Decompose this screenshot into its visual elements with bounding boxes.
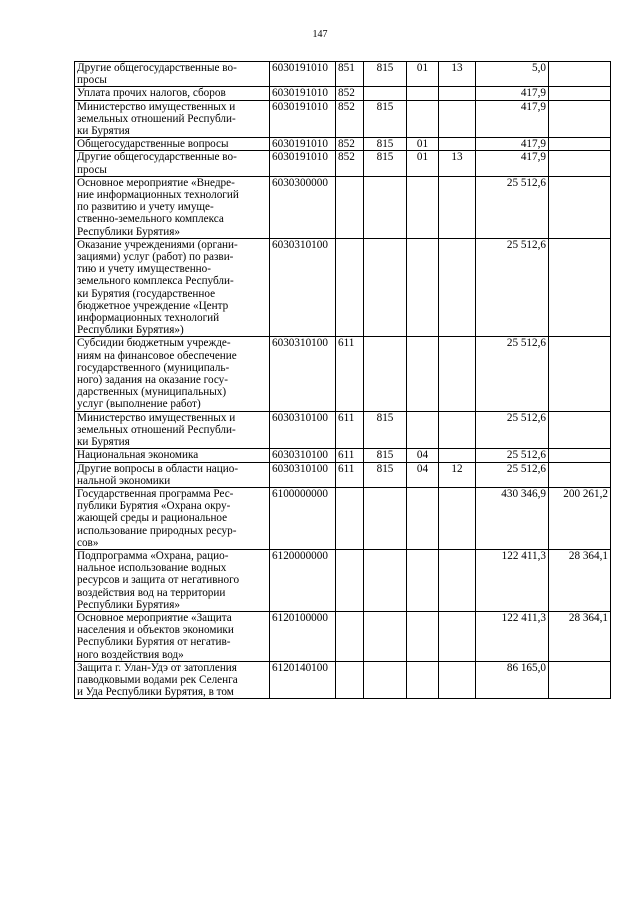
- ministry-code-cell: 815: [364, 411, 407, 449]
- ministry-code-cell: [364, 549, 407, 611]
- expense-type-cell: [336, 661, 364, 699]
- target-article-cell: 6030310100: [270, 462, 336, 487]
- row-name-cell: Уплата прочих налогов, сборов: [75, 87, 270, 100]
- expense-type-cell: 852: [336, 151, 364, 176]
- ministry-code-cell: [364, 176, 407, 238]
- amount-cell: 417,9: [476, 151, 549, 176]
- amount-cell: 430 346,9: [476, 487, 549, 549]
- target-article-cell: 6030310100: [270, 337, 336, 411]
- amount-federal-cell: [549, 87, 611, 100]
- subsection-cell: [439, 411, 476, 449]
- budget-table: [74, 61, 611, 699]
- table-row: [75, 449, 611, 462]
- ministry-code-cell: 815: [364, 449, 407, 462]
- amount-cell: 25 512,6: [476, 411, 549, 449]
- target-article-cell: 6030191010: [270, 151, 336, 176]
- ministry-code-cell: 815: [364, 151, 407, 176]
- page-number: 147: [312, 29, 328, 40]
- expense-type-cell: [336, 549, 364, 611]
- row-name-cell: Общегосударственные вопросы: [75, 138, 270, 151]
- section-cell: 01: [407, 62, 439, 87]
- row-name-cell: Государственная программа Рес- публики Бурятия «Охрана окру- жающей среды и рациональное использование природных ресур- сов»: [75, 487, 270, 549]
- target-article-cell: 6030191010: [270, 62, 336, 87]
- ministry-code-cell: [364, 337, 407, 411]
- expense-type-cell: 852: [336, 138, 364, 151]
- subsection-cell: [439, 449, 476, 462]
- row-name-cell: Защита г. Улан-Удэ от затопления паводковыми водами рек Селенга и Уда Республики Бурятия, в том: [75, 661, 270, 699]
- subsection-cell: [439, 611, 476, 661]
- expense-type-cell: [336, 176, 364, 238]
- amount-federal-cell: [549, 151, 611, 176]
- expense-type-cell: 611: [336, 449, 364, 462]
- amount-cell: 122 411,3: [476, 611, 549, 661]
- expense-type-cell: [336, 611, 364, 661]
- amount-federal-cell: [549, 661, 611, 699]
- section-cell: [407, 487, 439, 549]
- amount-federal-cell: 200 261,2: [549, 487, 611, 549]
- target-article-cell: 6030191010: [270, 138, 336, 151]
- table-row: [75, 87, 611, 100]
- subsection-cell: 13: [439, 62, 476, 87]
- ministry-code-cell: [364, 238, 407, 337]
- amount-cell: 417,9: [476, 138, 549, 151]
- expense-type-cell: 611: [336, 462, 364, 487]
- row-name-cell: Другие общегосударственные во- просы: [75, 151, 270, 176]
- target-article-cell: 6120140100: [270, 661, 336, 699]
- target-article-cell: 6030310100: [270, 411, 336, 449]
- section-cell: [407, 238, 439, 337]
- section-cell: 01: [407, 138, 439, 151]
- ministry-code-cell: [364, 87, 407, 100]
- ministry-code-cell: 815: [364, 62, 407, 87]
- target-article-cell: 6030191010: [270, 100, 336, 138]
- table-row: [75, 487, 611, 549]
- amount-federal-cell: [549, 176, 611, 238]
- amount-federal-cell: [549, 238, 611, 337]
- amount-cell: 5,0: [476, 62, 549, 87]
- ministry-code-cell: [364, 661, 407, 699]
- target-article-cell: 6030191010: [270, 87, 336, 100]
- subsection-cell: [439, 87, 476, 100]
- table-row: [75, 138, 611, 151]
- section-cell: [407, 661, 439, 699]
- ministry-code-cell: 815: [364, 100, 407, 138]
- amount-federal-cell: 28 364,1: [549, 549, 611, 611]
- ministry-code-cell: 815: [364, 138, 407, 151]
- amount-federal-cell: [549, 100, 611, 138]
- amount-federal-cell: [549, 462, 611, 487]
- amount-cell: 86 165,0: [476, 661, 549, 699]
- target-article-cell: 6120000000: [270, 549, 336, 611]
- expense-type-cell: 851: [336, 62, 364, 87]
- section-cell: [407, 100, 439, 138]
- amount-cell: 25 512,6: [476, 238, 549, 337]
- target-article-cell: 6100000000: [270, 487, 336, 549]
- table-row: [75, 462, 611, 487]
- row-name-cell: Другие вопросы в области нацио- нальной экономики: [75, 462, 270, 487]
- row-name-cell: Основное мероприятие «Защита населения и объектов экономики Республики Бурятия от негатив- ного воздействия вод»: [75, 611, 270, 661]
- ministry-code-cell: [364, 487, 407, 549]
- amount-federal-cell: [549, 62, 611, 87]
- amount-cell: 417,9: [476, 87, 549, 100]
- section-cell: 04: [407, 449, 439, 462]
- target-article-cell: 6030300000: [270, 176, 336, 238]
- amount-federal-cell: [549, 449, 611, 462]
- target-article-cell: 6120100000: [270, 611, 336, 661]
- subsection-cell: [439, 487, 476, 549]
- subsection-cell: [439, 337, 476, 411]
- ministry-code-cell: 815: [364, 462, 407, 487]
- table-row: [75, 337, 611, 411]
- section-cell: 04: [407, 462, 439, 487]
- subsection-cell: [439, 661, 476, 699]
- section-cell: [407, 176, 439, 238]
- subsection-cell: [439, 176, 476, 238]
- subsection-cell: [439, 238, 476, 337]
- row-name-cell: Оказание учреждениями (органи- зациями) услуг (работ) по разви- тию и учету имущественно- земельного комплекса Республи- ки Бурятия (государственное бюджетное учреждение «Центр информационных технологий Республики Бурятия»): [75, 238, 270, 337]
- subsection-cell: [439, 549, 476, 611]
- row-name-cell: Другие общегосударственные во- просы: [75, 62, 270, 87]
- amount-federal-cell: 28 364,1: [549, 611, 611, 661]
- subsection-cell: 13: [439, 151, 476, 176]
- section-cell: [407, 337, 439, 411]
- table-row: [75, 62, 611, 87]
- amount-federal-cell: [549, 411, 611, 449]
- section-cell: 01: [407, 151, 439, 176]
- table-row: [75, 549, 611, 611]
- table-row: [75, 411, 611, 449]
- expense-type-cell: 852: [336, 87, 364, 100]
- amount-cell: 25 512,6: [476, 449, 549, 462]
- amount-cell: 122 411,3: [476, 549, 549, 611]
- section-cell: [407, 411, 439, 449]
- row-name-cell: Министерство имущественных и земельных отношений Республи- ки Бурятия: [75, 411, 270, 449]
- amount-cell: 25 512,6: [476, 337, 549, 411]
- row-name-cell: Национальная экономика: [75, 449, 270, 462]
- amount-federal-cell: [549, 138, 611, 151]
- budget-table-body: [75, 62, 611, 699]
- subsection-cell: [439, 138, 476, 151]
- section-cell: [407, 549, 439, 611]
- ministry-code-cell: [364, 611, 407, 661]
- expense-type-cell: 611: [336, 337, 364, 411]
- expense-type-cell: 611: [336, 411, 364, 449]
- row-name-cell: Министерство имущественных и земельных отношений Республи- ки Бурятия: [75, 100, 270, 138]
- row-name-cell: Подпрограмма «Охрана, рацио- нальное использование водных ресурсов и защита от негативного воздействия вод на территории Республики Бурятия»: [75, 549, 270, 611]
- table-row: [75, 611, 611, 661]
- section-cell: [407, 87, 439, 100]
- section-cell: [407, 611, 439, 661]
- target-article-cell: 6030310100: [270, 238, 336, 337]
- table-row: [75, 176, 611, 238]
- table-row: [75, 661, 611, 699]
- subsection-cell: [439, 100, 476, 138]
- amount-cell: 25 512,6: [476, 462, 549, 487]
- table-row: [75, 151, 611, 176]
- expense-type-cell: [336, 487, 364, 549]
- amount-cell: 25 512,6: [476, 176, 549, 238]
- target-article-cell: 6030310100: [270, 449, 336, 462]
- amount-federal-cell: [549, 337, 611, 411]
- table-row: [75, 238, 611, 337]
- table-row: [75, 100, 611, 138]
- subsection-cell: 12: [439, 462, 476, 487]
- expense-type-cell: [336, 238, 364, 337]
- amount-cell: 417,9: [476, 100, 549, 138]
- row-name-cell: Основное мероприятие «Внедре- ние информационных технологий по развитию и учету имуще- ственно-земельного комплекса Республики Бурятия»: [75, 176, 270, 238]
- expense-type-cell: 852: [336, 100, 364, 138]
- row-name-cell: Субсидии бюджетным учрежде- ниям на финансовое обеспечение государственного (муниципаль- ного) задания на оказание госу- дарственных (муниципальных) услуг (выполнение работ): [75, 337, 270, 411]
